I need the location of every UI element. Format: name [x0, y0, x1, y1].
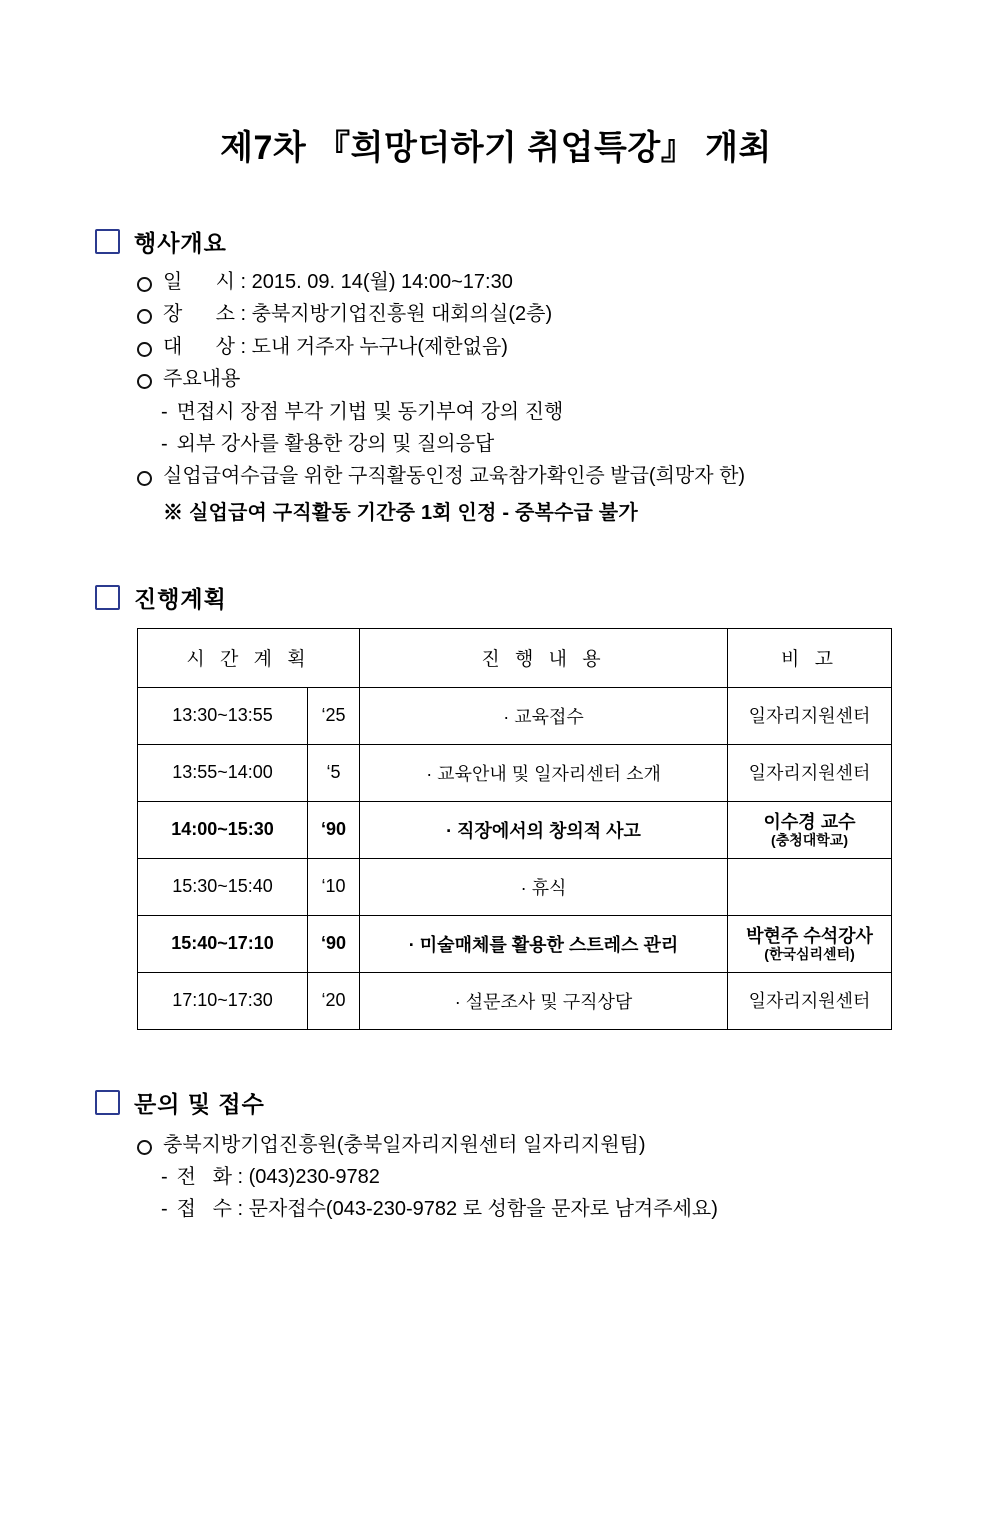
note-main-label: 이수경 교수 — [763, 811, 856, 832]
table-row — [138, 972, 892, 1029]
column-header-time: 시 간 계 획 — [138, 628, 360, 687]
cell-time: 14:00~15:30 — [138, 801, 308, 858]
cell-time: 15:30~15:40 — [138, 858, 308, 915]
square-bullet-icon — [95, 585, 120, 610]
note-sub-label: (충청대학교) — [771, 832, 848, 849]
table-row — [138, 858, 892, 915]
cell-note — [728, 801, 892, 858]
list-item-label: 대 상 : 도내 거주자 누구나(제한없음) — [163, 335, 508, 358]
cell-minutes: ‘10 — [308, 858, 360, 915]
cell-note — [728, 972, 892, 1029]
note-main-label: 일자리지원센터 — [748, 705, 871, 726]
cell-minutes: ‘25 — [308, 687, 360, 744]
ring-bullet-icon — [137, 309, 152, 324]
section-heading-schedule — [95, 581, 897, 614]
document-page — [0, 120, 992, 1225]
list-item — [137, 460, 897, 492]
dash-bullet-icon: - — [161, 1198, 168, 1221]
section-heading-overview — [95, 225, 897, 258]
list-item-label: 실업급여수급을 위한 구직활동인정 교육참가확인증 발급(희망자 한) — [163, 464, 746, 487]
cell-content: · 직장에서의 창의적 사고 — [360, 801, 728, 858]
cell-content: · 휴식 — [360, 858, 728, 915]
dash-bullet-icon: - — [161, 1166, 168, 1189]
list-item — [137, 363, 897, 395]
list-item — [137, 1129, 897, 1161]
list-item-label: 충북지방기업진흥원(충북일자리지원센터 일자리지원팀) — [163, 1133, 646, 1156]
note-sub-label: (한국심리센터) — [764, 946, 855, 963]
cell-note — [728, 744, 892, 801]
sub-list-item-label: 외부 강사를 활용한 강의 및 질의응답 — [176, 432, 495, 455]
square-bullet-icon — [95, 1090, 120, 1115]
section-title-schedule: 진행계획 — [134, 585, 227, 612]
cell-content: · 교육안내 및 일자리센터 소개 — [360, 744, 728, 801]
note-main-label: 일자리지원센터 — [748, 762, 871, 783]
overview-note: ※ 실업급여 구직활동 기간중 1회 인정 - 중복수급 불가 — [163, 501, 638, 524]
cell-note — [728, 915, 892, 972]
cell-note — [728, 687, 892, 744]
square-bullet-icon — [95, 229, 120, 254]
section-title-overview: 행사개요 — [134, 230, 227, 256]
list-item-label: 일 시 : 2015. 09. 14(월) 14:00~17:30 — [163, 271, 513, 293]
cell-content: · 교육접수 — [360, 687, 728, 744]
phone-label: 전 화 : (043)230-9782 — [176, 1166, 380, 1189]
cell-note — [728, 858, 892, 915]
cell-time: 13:30~13:55 — [138, 687, 308, 744]
list-item — [137, 298, 897, 330]
dash-bullet-icon: - — [161, 400, 168, 423]
ring-bullet-icon — [137, 471, 152, 486]
application-label: 접 수 : 문자접수(043-230-9782 로 성함을 문자로 남겨주세요) — [176, 1198, 718, 1221]
cell-minutes: ‘90 — [308, 915, 360, 972]
column-header-note: 비 고 — [728, 628, 892, 687]
schedule-table — [137, 628, 892, 1030]
ring-bullet-icon — [137, 1140, 152, 1155]
overview-item-list — [137, 266, 897, 525]
dash-bullet-icon: - — [161, 432, 168, 455]
cell-content: · 미술매체를 활용한 스트레스 관리 — [360, 915, 728, 972]
ring-bullet-icon — [137, 374, 152, 389]
note-main-label: 일자리지원센터 — [748, 990, 871, 1011]
table-header-row — [138, 628, 892, 687]
ring-bullet-icon — [137, 342, 152, 357]
cell-minutes: ‘20 — [308, 972, 360, 1029]
note-main-label: 박현주 수석강사 — [746, 925, 873, 946]
list-item — [137, 331, 897, 363]
sub-list-item — [161, 396, 897, 428]
table-row — [138, 915, 892, 972]
section-heading-contact — [95, 1086, 897, 1119]
cell-content: · 설문조사 및 구직상담 — [360, 972, 728, 1029]
sub-list-item-label: 면접시 장점 부각 기법 및 동기부여 강의 진행 — [176, 400, 564, 423]
table-row — [138, 744, 892, 801]
table-row — [138, 801, 892, 858]
cell-time: 17:10~17:30 — [138, 972, 308, 1029]
contact-item-list — [137, 1129, 897, 1225]
cell-minutes: ‘5 — [308, 744, 360, 801]
table-row — [138, 687, 892, 744]
page-title: 제7차 『희망더하기 취업특강』 개최 — [220, 129, 772, 167]
cell-minutes: ‘90 — [308, 801, 360, 858]
section-title-contact: 문의 및 접수 — [134, 1090, 265, 1117]
sub-list-item — [161, 1193, 897, 1225]
column-header-content: 진 행 내 용 — [360, 628, 728, 687]
list-item — [137, 266, 897, 298]
list-item-label: 주요내용 — [163, 368, 241, 391]
sub-list-item — [161, 1161, 897, 1193]
ring-bullet-icon — [137, 277, 152, 292]
sub-list-item — [161, 428, 897, 460]
cell-time: 13:55~14:00 — [138, 744, 308, 801]
list-item-label: 장 소 : 충북지방기업진흥원 대회의실(2층) — [163, 303, 553, 326]
cell-time: 15:40~17:10 — [138, 915, 308, 972]
